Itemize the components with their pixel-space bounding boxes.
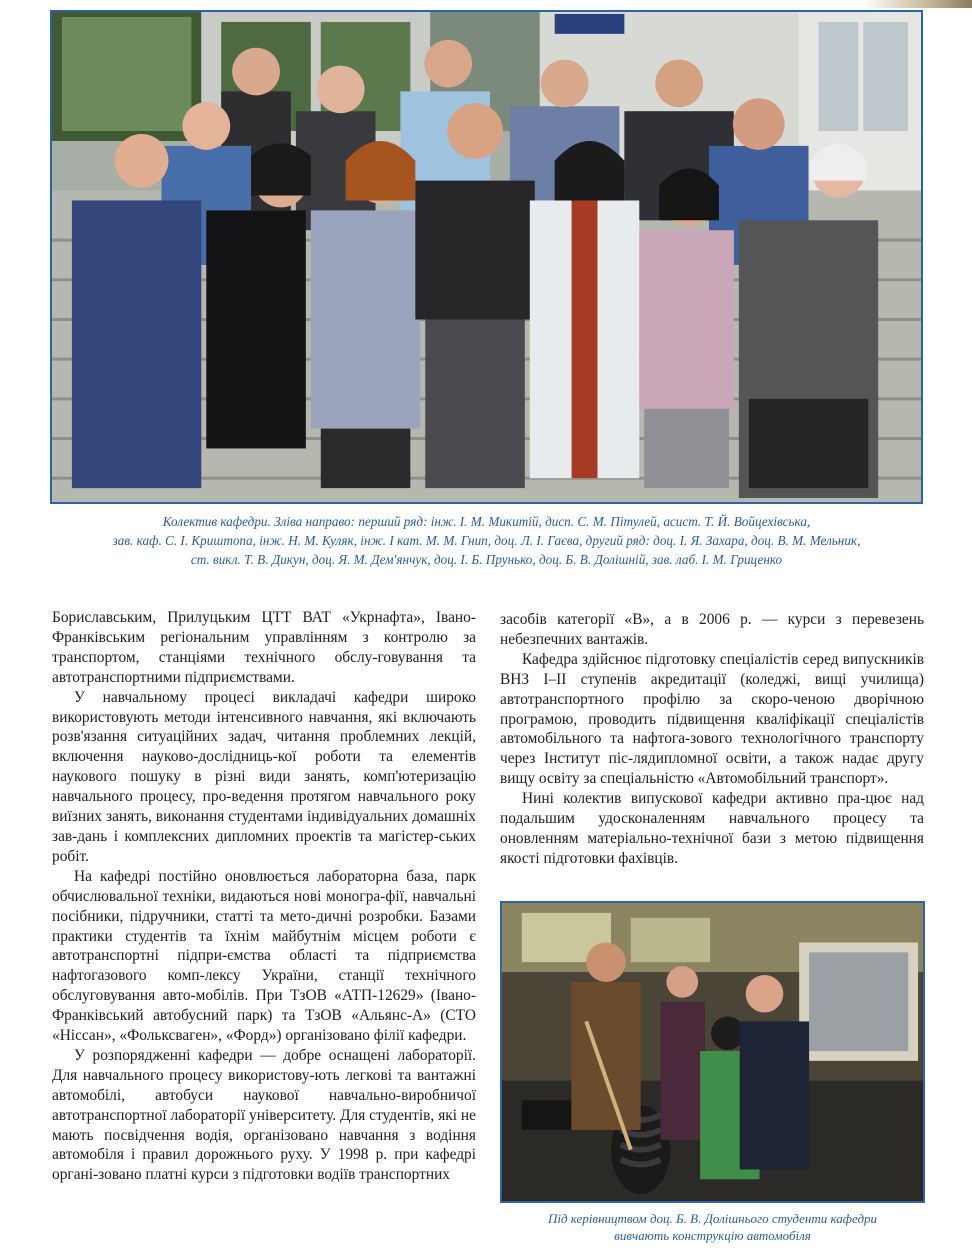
article-left-column bbox=[52, 608, 476, 1185]
group-photo-illustration bbox=[52, 12, 921, 502]
paragraph: Нині колектив випускової кафедри активно пра-цює над подальшим удосконаленням навчального процесу та оновленням матеріально-технічної бази з метою підвищення якості підготовки фахівців. bbox=[500, 790, 924, 867]
lab-photo-illustration bbox=[502, 903, 923, 1201]
paragraph: У розпорядженні кафедри — добре оснащені лабораторії. Для навчального процесу використову-ють легкові та вантажні автомобілі, автобуси наукової навчально-виробничої автотранспортної лабораторії університету. Для студентів, які не мають посвідчення водія, організовано навчання з водіння автомобіля і правил дорожнього руху. У 1998 р. при кафедрі органі-зовано платні курси з підготовки водіїв транспортних bbox=[52, 1046, 476, 1184]
department-group-photo bbox=[50, 10, 923, 504]
lab-students-photo bbox=[500, 901, 925, 1203]
article-right-column bbox=[500, 610, 924, 869]
lab-photo-caption bbox=[500, 1210, 925, 1244]
caption-line: ст. викл. Т. В. Дикун, доц. Я. М. Дем'янчук, доц. І. Б. Прунько, доц. Б. В. Долішній, зав. лаб. І. М. Гриценко bbox=[190, 552, 783, 567]
paragraph: Бориславським, Прилуцьким ЦТТ ВАТ «Укрнафта», Івано-Франківським регіональним управлінням з контролю за транспортом, станціями технічного обслу-говування та автотранспортними підприємствами. bbox=[52, 609, 476, 686]
caption-line: вивчають конструкцію автомобіля bbox=[614, 1228, 811, 1243]
group-photo-caption bbox=[40, 512, 933, 569]
caption-line: Колектив кафедри. Зліва направо: перший ряд: інж. І. М. Микитій, дисп. С. М. Пітулей, асист. Т. Й. Войцехівська, bbox=[162, 514, 811, 529]
paragraph: засобів категорії «В», а в 2006 р. — курси з перевезень небезпечних вантажів. bbox=[500, 611, 924, 648]
caption-line: Під керівництвом доц. Б. В. Долішнього студенти кафедри bbox=[547, 1211, 878, 1226]
caption-line: зав. каф. С. І. Криштопа, інж. Н. М. Куляк, інж. І кат. М. М. Гнип, доц. Л. І. Гаєва, другий ряд: доц. І. Я. Захара, доц. В. М. Мельник, bbox=[112, 533, 861, 548]
paragraph: У навчальному процесі викладачі кафедри широко використовують методи інтенсивного навчання, які включають розв'язання ситуаційних задач, читання проблемних лекцій, включення науково-дослідниць-кої роботи та елементів наукового пошуку в різні види занять, комп'ютеризацію навчального процесу, про-ведення протягом навчального року виїзних занять, виконання студентами індивідуальних домашніх зав-дань і комплексних дипломних проектів та магістер-ських робіт. bbox=[52, 688, 476, 865]
paragraph: На кафедрі постійно оновлюється лабораторна база, парк обчислювальної техніки, видаються нові моногра-фії, навчальні посібники, підручники, статті та мето-дичні розробки. Базами практики студентів та їхнім майбутнім місцем роботи є автотранспортні підпри-ємства області та підприємства нафтогазового комп-лексу України, станції технічного обслуговування авто-мобілів. При ТзОВ «АТП-12629» (Івано-Франківський автобусний парк) та ТзОВ «Альянс-А» (СТО «Ніссан», «Фольксваген», «Форд») організовано філії кафедри. bbox=[52, 867, 476, 1045]
paragraph: Кафедра здійснює підготовку спеціалістів серед випускників ВНЗ І–ІІ ступенів акредитації (коледжі, вищі училища) автотранспортного профілю за скоро-ченою дворічною програмою, проводить підвищення кваліфікації спеціалістів автомобільного та нафтога-зового технологічного транспорту через Інститут піс-лядипломної освіти, а також надає другу вищу освіту за спеціальністю «Автомобільний транспорт». bbox=[500, 650, 924, 788]
page-corner-ornament bbox=[862, 0, 972, 8]
